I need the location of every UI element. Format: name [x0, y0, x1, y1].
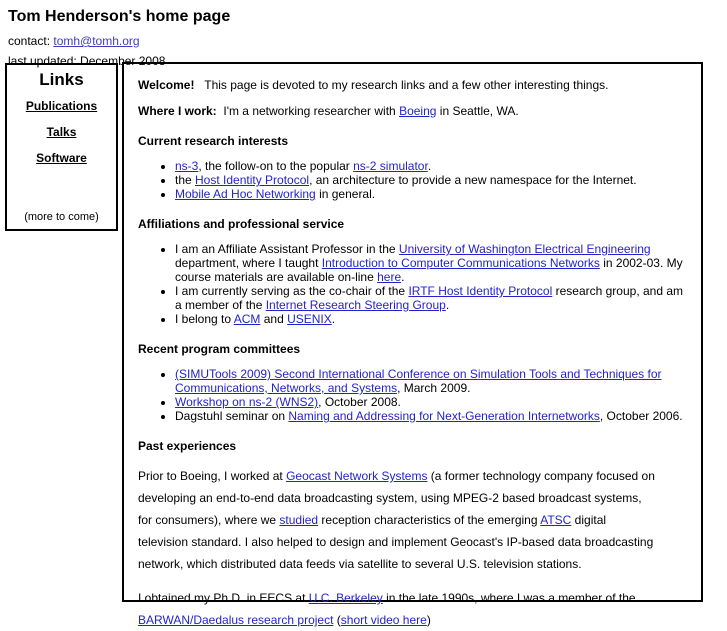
bold-label: Where I work: [138, 104, 217, 118]
text-run: . [401, 270, 405, 284]
text-run: department, where I taught [175, 256, 322, 270]
paragraph [138, 78, 687, 92]
text-run: digital [571, 513, 607, 527]
paragraph [138, 104, 687, 118]
text-run: , October 2006. [599, 409, 683, 423]
links-sidebar [5, 63, 118, 231]
text-run: I belong to [175, 312, 234, 326]
text-run: I'm a networking researcher with [216, 104, 400, 118]
text-run: (a former technology company focused on [427, 469, 655, 483]
list-item [175, 395, 687, 409]
text-run: television standard. I also helped to design and implement Geocast's IP-based data broadcasting [138, 535, 654, 549]
text-run: in general. [315, 187, 376, 201]
list-item [175, 187, 687, 201]
paragraph [138, 465, 687, 575]
contact-email-link[interactable]: tomh@tomh.org [53, 34, 140, 48]
text-run: reception characteristics of the emerging [318, 513, 541, 527]
text-run: This page is devoted to my research links and a few other interesting things. [194, 78, 609, 92]
text-run: in the late 1990s, where I was a member of the [382, 591, 636, 605]
text-run: in Seattle, WA. [436, 104, 519, 118]
content-link[interactable]: Host Identity Protocol [195, 173, 310, 187]
sidebar-link-publications[interactable]: Publications [25, 99, 98, 113]
sidebar-links [7, 99, 116, 165]
content-link[interactable]: (SIMUTools 2009) Second International Conference on Simulation Tools and Techniques for Communications, Networks, and Systems [175, 367, 662, 395]
text-run: ) [426, 613, 431, 627]
list-item [175, 409, 687, 423]
content-link[interactable]: ATSC [540, 513, 572, 527]
content-link[interactable]: Workshop on ns-2 (WNS2) [175, 395, 319, 409]
page-header [8, 8, 230, 68]
content-link[interactable]: U.C. Berkeley [308, 591, 383, 605]
bullet-list [138, 159, 687, 201]
text-run: network, which distributed data feeds via satellite to several U.S. television stations. [138, 557, 582, 571]
contact-line [8, 34, 230, 48]
content-link[interactable]: ns-3 [175, 159, 199, 173]
section-heading: Current research interests [138, 134, 289, 148]
content-link[interactable]: Introduction to Computer Communications Networks [321, 256, 600, 270]
content-link[interactable]: USENIX [287, 312, 332, 326]
list-item [175, 312, 687, 326]
text-run: I am currently serving as the co-chair of the [175, 284, 409, 298]
list-item [175, 173, 687, 187]
last-updated: last updated: December 2008 [8, 54, 166, 68]
text-run: . [427, 159, 432, 173]
text-run: ( [333, 613, 341, 627]
section-heading: Affiliations and professional service [138, 217, 345, 231]
text-run: . [331, 312, 336, 326]
text-run: and [260, 312, 288, 326]
page-title: Tom Henderson's home page [8, 8, 231, 25]
text-run: , October 2008. [318, 395, 401, 409]
section-heading: Recent program committees [138, 342, 301, 356]
bullet-list [138, 367, 687, 423]
content-link[interactable]: ACM [233, 312, 261, 326]
sidebar-footer-note: (more to come) [24, 211, 99, 223]
content-link[interactable]: Geocast Network Systems [286, 469, 428, 483]
content-link[interactable]: Mobile Ad Hoc Networking [175, 187, 316, 201]
text-run: for consumers), where we [138, 513, 280, 527]
list-item [175, 159, 687, 173]
bold-label: Welcome! [138, 78, 195, 92]
content-link[interactable]: Naming and Addressing for Next-Generation Internetworks [288, 409, 600, 423]
content-link[interactable]: IRTF Host Identity Protocol [408, 284, 553, 298]
content-link[interactable]: BARWAN/Daedalus research project [138, 613, 334, 627]
content-link[interactable]: studied [279, 513, 319, 527]
sidebar-link-talks[interactable]: Talks [46, 125, 77, 139]
content-link[interactable]: Boeing [399, 104, 437, 118]
list-item [175, 242, 687, 284]
text-run: , March 2009. [397, 381, 471, 395]
sidebar-link-software[interactable]: Software [36, 151, 87, 165]
bullet-list [138, 242, 687, 326]
content-link[interactable]: University of Washington Electrical Engineering [398, 242, 651, 256]
text-run: . [445, 298, 450, 312]
text-run: Dagstuhl seminar on [175, 409, 289, 423]
text-run: , an architecture to provide a new namespace for the Internet. [309, 173, 637, 187]
contact-label: contact: [8, 34, 54, 48]
content-link[interactable]: here [377, 270, 402, 284]
list-item [175, 367, 687, 395]
text-run: I am an Affiliate Assistant Professor in the [175, 242, 399, 256]
text-run: in 2002-03. My course materials are available on-line [175, 256, 683, 284]
text-run: the [175, 173, 196, 187]
text-run: research group, and am a member of the [175, 284, 684, 312]
text-run: I obtained my Ph.D. in EECS at [138, 591, 309, 605]
main-content [138, 78, 687, 631]
text-run: developing an end-to-end data broadcasting system, using MPEG-2 based broadcast systems, [138, 491, 642, 505]
text-run: , the follow-on to the popular [198, 159, 354, 173]
content-link[interactable]: ns-2 simulator [353, 159, 428, 173]
paragraph [138, 587, 687, 631]
sidebar-heading: Links [39, 70, 84, 89]
content-link[interactable]: short video here [340, 613, 427, 627]
text-run: Prior to Boeing, I worked at [138, 469, 287, 483]
main-content-box [122, 62, 703, 627]
section-heading: Past experiences [138, 439, 237, 453]
list-item [175, 284, 687, 312]
content-link[interactable]: Internet Research Steering Group [265, 298, 446, 312]
